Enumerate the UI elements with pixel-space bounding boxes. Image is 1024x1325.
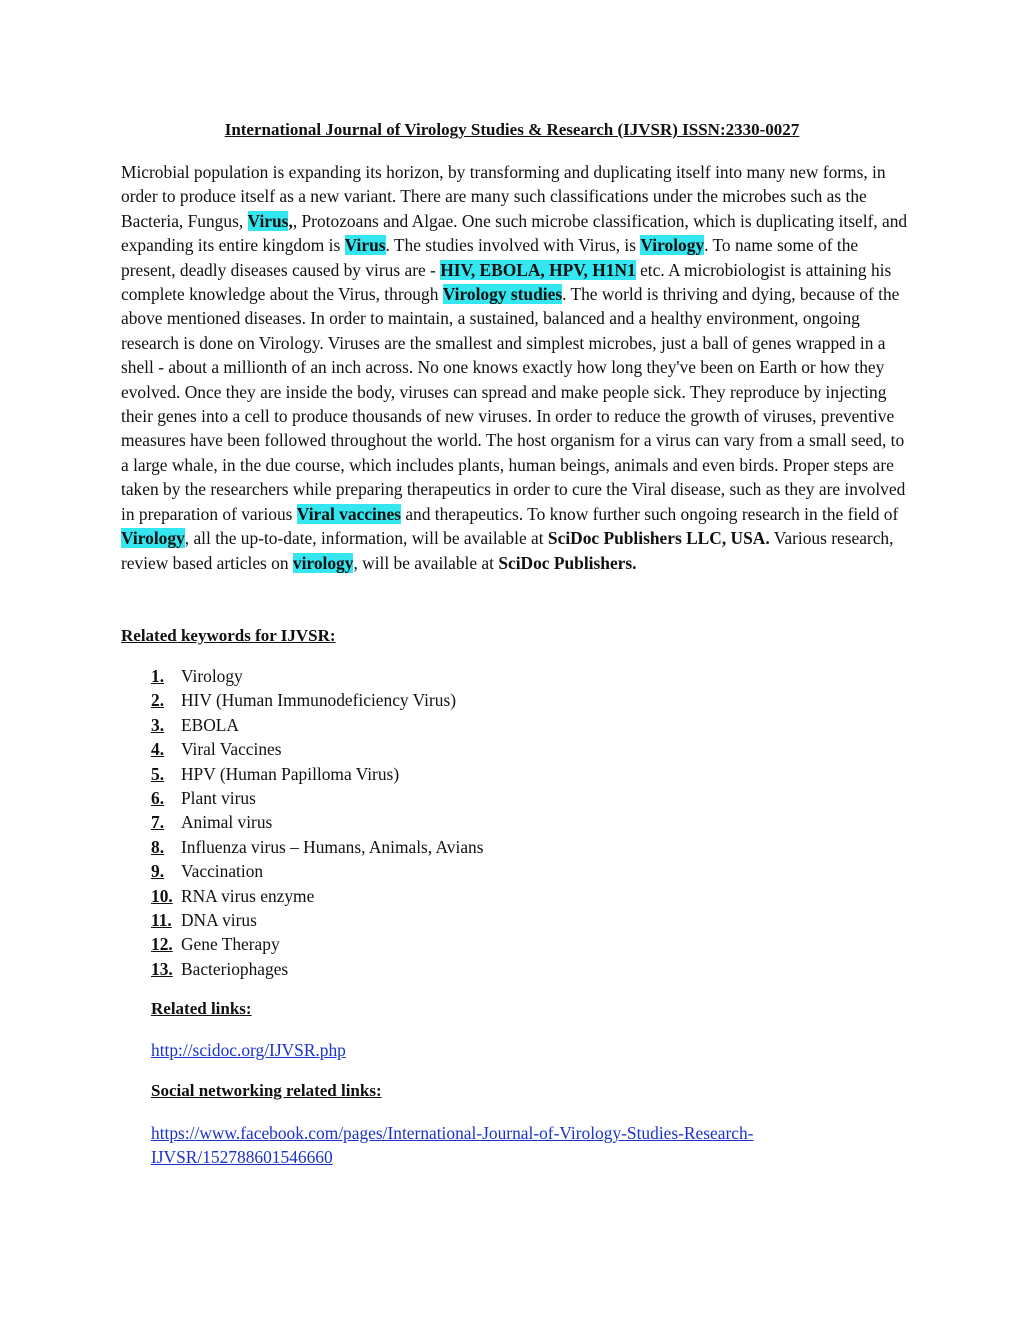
keywords-list: [151, 664, 484, 981]
publisher-name: SciDoc Publishers LLC, USA.: [547, 528, 770, 549]
list-item: [151, 835, 484, 859]
highlight-virology: virology: [292, 552, 354, 573]
body-text: , will be available at: [353, 552, 499, 573]
list-number: 10.: [151, 885, 173, 906]
highlight-virology: Virology: [121, 528, 185, 549]
list-item: [151, 908, 484, 932]
highlight-virus: Virus: [247, 210, 289, 231]
keyword-text: RNA virus enzyme: [181, 885, 315, 906]
keyword-text: Animal virus: [181, 812, 273, 833]
comma: ,: [288, 210, 293, 231]
body-text: . To name some of the present, deadly diseases caused by virus are -: [121, 235, 859, 280]
list-item: [151, 786, 484, 810]
keyword-text: Viral Vaccines: [181, 739, 282, 760]
body-text: Various research, review based articles on: [121, 528, 894, 573]
body-text: Microbial population is expanding its horizon, by transforming and duplicating itself into many new forms, in order to produce itself as a new variant. There are many such classifications under the microbes such as the Bacteria, Fungus,: [121, 162, 886, 231]
list-item: [151, 932, 484, 956]
list-item: [151, 957, 484, 981]
facebook-link-line2: IJVSR/152788601546660: [151, 1147, 333, 1168]
list-number: 12.: [151, 934, 173, 955]
keyword-text: Plant virus: [181, 787, 256, 808]
body-text: , all the up-to-date, information, will be available at: [184, 528, 548, 549]
related-links-heading: Related links:: [151, 999, 252, 1018]
keyword-text: HIV (Human Immunodeficiency Virus): [181, 690, 457, 711]
list-item: [151, 859, 484, 883]
keyword-text: Vaccination: [181, 861, 264, 882]
list-number: 3.: [151, 714, 165, 735]
list-item: [151, 713, 484, 737]
body-text: . The studies involved with Virus, is: [385, 235, 641, 256]
keyword-text: Virology: [181, 666, 243, 686]
body-text: . The world is thriving and dying, because of the above mentioned diseases. In order to maintain, a sustained, balanced and a healthy environment, ongoing research is done on Virology. Viruses are the smallest and simplest microbes, just a ball of genes wrapped in a shell - about a millionth of an inch across. No one knows exactly how long they've been on Earth or how they evolved. Once they are inside the body, viruses can spread and make people sick. They reproduce by injecting their genes into a cell to produce thousands of new viruses. In order to reduce the growth of viruses, preventive measures have been followed throughout the world. The host organism for a virus can vary from a small seed, to a large whale, in the due course, which includes plants, human beings, animals and even birds. Proper steps are taken by the researchers while preparing therapeutics in order to cure the Viral disease, such as they are involved in preparation of various: [121, 284, 906, 524]
highlight-virology: Virology: [640, 235, 705, 256]
list-number: 11.: [151, 909, 172, 930]
list-number: 2.: [151, 690, 165, 711]
list-item: [151, 810, 484, 834]
keywords-heading: Related keywords for IJVSR:: [121, 626, 336, 645]
keyword-text: DNA virus: [181, 909, 257, 930]
list-number: 5.: [151, 763, 165, 784]
related-link[interactable]: http://scidoc.org/IJVSR.php: [151, 1040, 346, 1060]
social-links-heading: Social networking related links:: [151, 1081, 382, 1100]
publisher-name: SciDoc Publishers.: [498, 552, 637, 573]
list-item: [151, 737, 484, 761]
list-item: [151, 762, 484, 786]
list-item: [151, 688, 484, 712]
highlight-virology-studies: Virology studies: [442, 284, 563, 305]
list-item: [151, 884, 484, 908]
keyword-text: Bacteriophages: [181, 958, 289, 979]
facebook-link-line1: https://www.facebook.com/pages/International-Journal-of-Virology-Studies-Research-: [151, 1123, 754, 1143]
list-number: 4.: [151, 739, 165, 760]
list-number: 6.: [151, 787, 165, 808]
keyword-text: EBOLA: [181, 714, 239, 735]
facebook-link[interactable]: [151, 1121, 851, 1170]
document-title: International Journal of Virology Studies & Research (IJVSR) ISSN:2330-0027: [224, 120, 800, 139]
highlight-virus: Virus: [344, 235, 386, 256]
body-paragraph: [121, 160, 911, 575]
list-number: 9.: [151, 861, 165, 882]
keyword-text: HPV (Human Papilloma Virus): [181, 763, 400, 784]
list-item: [151, 664, 484, 688]
highlight-diseases: HIV, EBOLA, HPV, H1N1: [440, 259, 636, 280]
highlight-viral-vaccines: Viral vaccines: [296, 503, 401, 524]
list-number: 13.: [151, 958, 173, 979]
body-text: , Protozoans and Algae. One such microbe classification, which is duplicating itself, and expanding its entire kingdom is: [121, 210, 908, 256]
body-text: and therapeutics. To know further such ongoing research in the field of: [400, 503, 899, 524]
keyword-text: Influenza virus – Humans, Animals, Avians: [181, 836, 484, 857]
keyword-text: Gene Therapy: [181, 934, 280, 955]
body-text: etc. A microbiologist is attaining his complete knowledge about the Virus, through: [121, 259, 892, 305]
list-number: 8.: [151, 836, 165, 857]
list-number: 1.: [151, 666, 165, 686]
list-number: 7.: [151, 812, 165, 833]
